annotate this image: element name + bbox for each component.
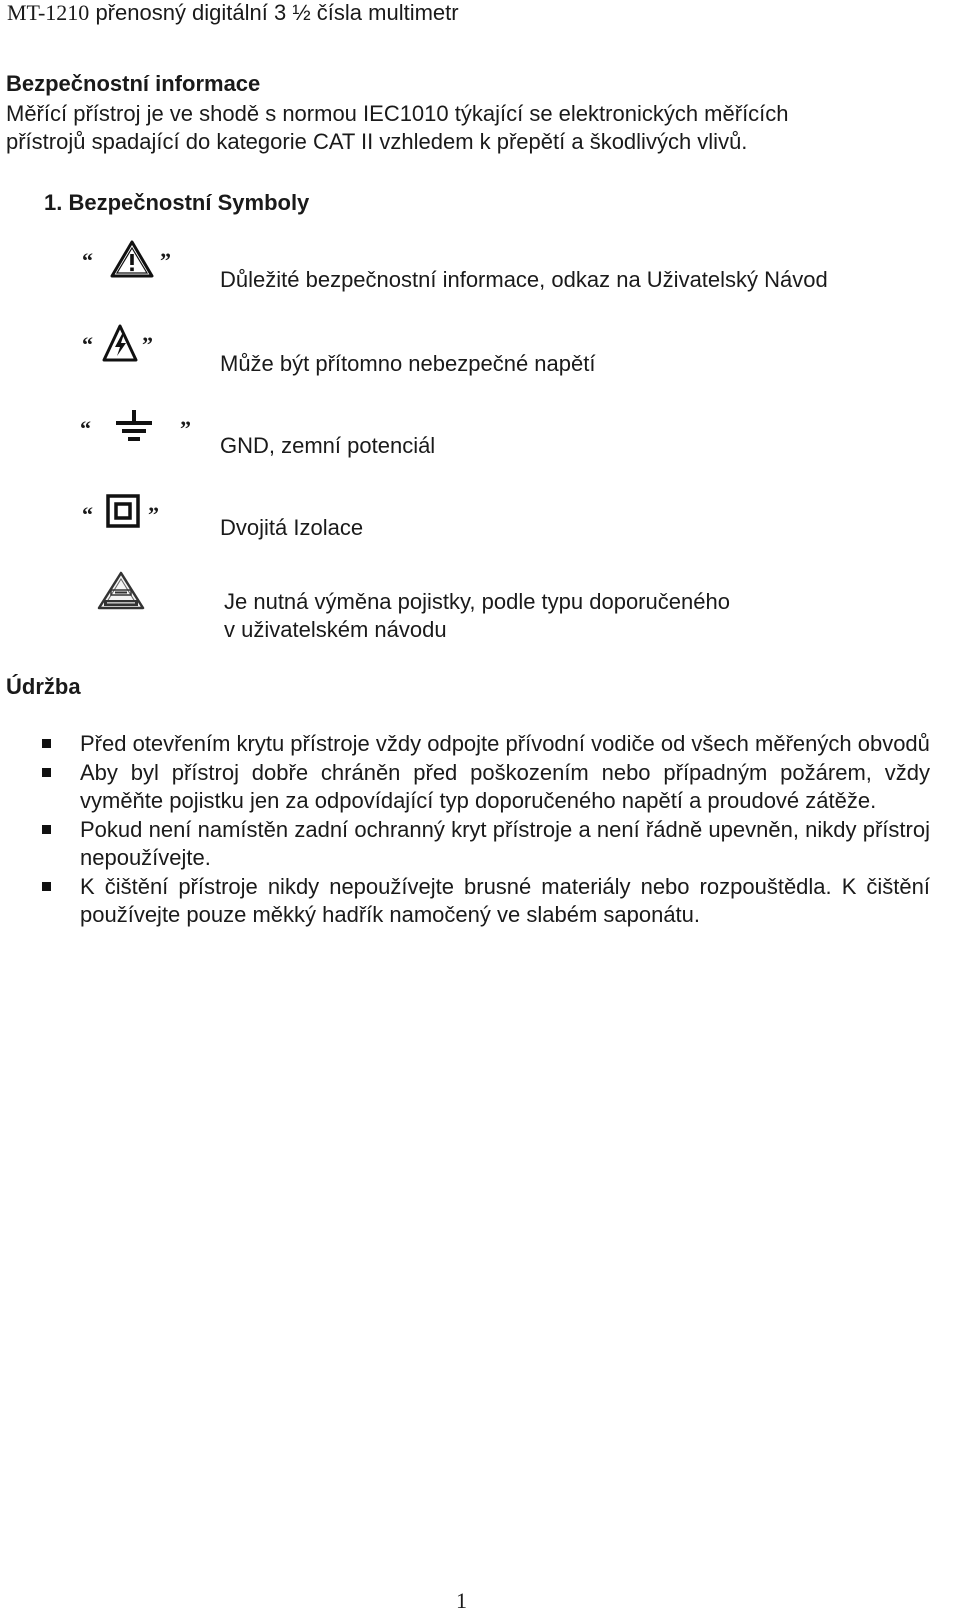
- bullet-icon: [42, 882, 51, 891]
- list-item-line: a proudové zátěže.: [689, 788, 877, 813]
- list-item-line: nikdy přístroj nepoužívejte.: [80, 816, 930, 870]
- bullet-icon: [42, 825, 51, 834]
- high-voltage-icon: [102, 324, 138, 362]
- safety-intro-line-1: Měřící přístroj je ve shodě s normou IEC1010 týkající se elektronických měřících: [6, 101, 789, 126]
- symbol-description: Dvojitá Izolace: [220, 515, 364, 540]
- symbol-description: Důležité bezpečnostní informace, odkaz na Uživatelský Návod: [220, 267, 828, 292]
- list-item-line: K čištění používejte pouze měkký hadřík namočený ve slabém saponátu.: [80, 873, 930, 927]
- maintenance-heading: Údržba: [6, 674, 81, 699]
- open-quote: “: [80, 416, 91, 441]
- symbol-description: GND, zemní potenciál: [220, 433, 436, 458]
- list-item: [40, 816, 930, 873]
- fuse-replacement-icon: [96, 570, 146, 612]
- list-item: [40, 873, 930, 930]
- bullet-icon: [42, 739, 51, 748]
- list-item: [40, 730, 930, 759]
- maintenance-list: [40, 730, 930, 930]
- list-item-line: Aby byl přístroj dobře chráněn před poškozením nebo případným požárem,: [80, 759, 872, 785]
- list-item-line: Pokud není namístěn zadní ochranný kryt přístroje a není řádně upevněn,: [80, 816, 799, 842]
- close-quote: ”: [142, 332, 153, 357]
- safety-heading: Bezpečnostní informace: [6, 71, 261, 96]
- list-item-line: K čištění přístroje nikdy nepoužívejte brusné materiály nebo rozpouštědla.: [80, 873, 832, 899]
- title-text: přenosný digitální 3 ½ čísla multimetr: [95, 0, 459, 25]
- open-quote: “: [82, 502, 93, 527]
- safety-intro: [6, 100, 946, 156]
- page-number: 1: [456, 1588, 467, 1613]
- model-number: MT-1210: [7, 0, 90, 25]
- symbol-description: Může být přítomno nebezpečné napětí: [220, 351, 596, 376]
- open-quote: “: [82, 332, 93, 357]
- symbols-heading: 1. Bezpečnostní Symboly: [44, 190, 310, 215]
- page-title: [7, 0, 459, 26]
- ground-icon: [114, 408, 154, 444]
- warning-triangle-icon: [110, 240, 154, 278]
- list-item-line: Před otevřením krytu přístroje vždy odpojte přívodní vodiče od všech: [80, 731, 749, 756]
- close-quote: ”: [148, 502, 159, 527]
- list-item-line: vždy vyměňte pojistku jen za odpovídající typ doporučeného napětí: [80, 759, 930, 813]
- symbol-description-line-2: v uživatelském návodu: [224, 617, 447, 642]
- list-item-line: měřených obvodů: [755, 731, 930, 756]
- list-item: [40, 759, 930, 816]
- close-quote: ”: [180, 416, 191, 441]
- open-quote: “: [82, 248, 93, 273]
- double-insulation-icon: [106, 494, 140, 528]
- safety-intro-line-2: přístrojů spadající do kategorie CAT II vzhledem k přepětí a škodlivých vlivů.: [6, 129, 748, 154]
- bullet-icon: [42, 768, 51, 777]
- close-quote: ”: [160, 248, 171, 273]
- symbol-description-line-1: Je nutná výměna pojistky, podle typu doporučeného: [224, 589, 730, 614]
